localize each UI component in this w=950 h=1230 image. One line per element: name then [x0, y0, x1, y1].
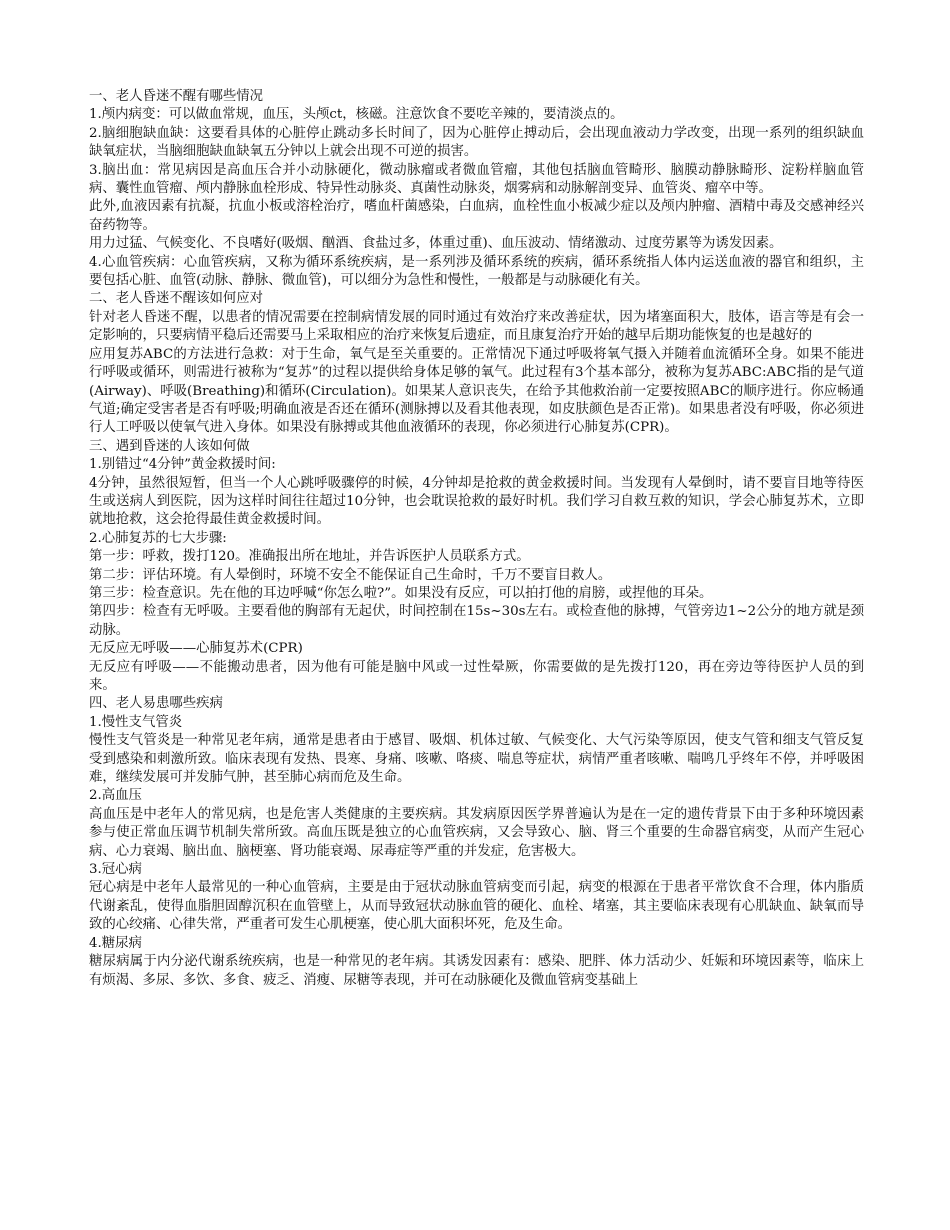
- step-item: 第四步：检查有无呼吸。主要看他的胸部有无起伏，时间控制在15s~30s左右。或检查他的脉搏，气管旁边1~2公分的地方就是颈动脉。: [89, 604, 864, 638]
- paragraph: 3.脑出血：常见病因是高血压合并小动脉硬化，微动脉瘤或者微血管瘤，其他包括脑血管畸形、脑膜动静脉畸形、淀粉样脑血管病、囊性血管瘤、颅内静脉血栓形成、特异性动脉炎、真菌性动脉炎，烟雾病和动脉解剖变异、血管炎、瘤卒中等。: [89, 162, 864, 197]
- paragraph: 无反应有呼吸——不能搬动患者，因为他有可能是脑中风或一过性晕厥，你需要做的是先拨打120，再在旁边等待医护人员的到来。: [89, 659, 864, 693]
- paragraph: 用力过猛、气候变化、不良嗜好(吸烟、酗酒、食盐过多，体重过重)、血压波动、情绪激动、过度劳累等为诱发因素。: [89, 236, 783, 252]
- document-page: [89, 88, 864, 990]
- subheading: 3.冠心病: [89, 862, 142, 878]
- step-item: 第三步：检查意识。先在他的耳边呼喊“你怎么啦?”。如果没有反应，可以拍打他的肩膀，或捏他的耳朵。: [89, 585, 713, 601]
- paragraph: 2.脑细胞缺血缺：这要看具体的心脏停止跳动多长时间了，因为心脏停止搏动后，会出现血液动力学改变，出现一系列的组织缺血缺氧症状，当脑细胞缺血缺氧五分钟以上就会出现不可逆的损害。: [89, 125, 864, 160]
- paragraph: 4分钟，虽然很短暂，但当一个人心跳呼吸骤停的时候，4分钟却是抢救的黄金救援时间。当发现有人晕倒时，请不要盲目地等待医生或送病人到医院，因为这样时间往往超过10分钟，也会耽误抢救的最好时机。我们学习自救互救的知识，学会心肺复苏术，立即就地抢救，这会抢得最佳黄金救援时间。: [89, 475, 864, 528]
- step-item: 第一步：呼救，拨打120。准确报出所在地址，并告诉医护人员联系方式。: [89, 549, 530, 565]
- paragraph: 糖尿病属于内分泌代谢系统疾病，也是一种常见的老年病。其诱发因素有：感染、肥胖、体力活动少、妊娠和环境因素等，临床上有烦渴、多尿、多饮、多食、疲乏、消瘦、尿糖等表现，并可在动脉硬化及微血管病变基础上: [89, 954, 864, 988]
- paragraph: 应用复苏ABC的方法进行急救：对于生命，氧气是至关重要的。正常情况下通过呼吸将氧气摄入并随着血流循环全身。如果不能进行呼吸或循环，则需进行被称为“复苏”的过程以提供给身体足够的氧气。此过程有3个基本部分，被称为复苏ABC:ABC指的是气道(Airway)、呼吸(Breathing)和循环(Circulation)。如果某人意识丧失，在给予其他救治前一定要按照ABC的顺序进行。你应畅通气道;确定受害者是否有呼吸;明确血液是否还在循环(测脉搏以及看其他表现，如皮肤颜色是否正常)。如果患者没有呼吸，你必须进行人工呼吸以使氧气进入身体。如果没有脉搏或其他血液循环的表现，你必须进行心肺复苏(CPR)。: [89, 346, 864, 436]
- section-heading-4: 四、老人易患哪些疾病: [89, 696, 223, 712]
- subheading: 2.心肺复苏的七大步骤:: [89, 530, 227, 546]
- paragraph: 1.颅内病变：可以做血常规，血压，头颅ct，核磁。注意饮食不要吃辛辣的，要清淡点的。: [89, 107, 624, 123]
- paragraph: 冠心病是中老年人最常见的一种心血管病，主要是由于冠状动脉血管病变而引起，病变的根源在于患者平常饮食不合理，体内脂质代谢紊乱，使得血脂胆固醇沉积在血管壁上，从而导致冠状动脉血管的硬化、血栓、堵塞，其主要临床表现有心肌缺血、缺氧而导致的心绞痛、心律失常，严重者可发生心肌梗塞，使心肌大面积坏死，危及生命。: [89, 880, 864, 933]
- section-heading-2: 二、老人昏迷不醒该如何应对: [89, 291, 264, 307]
- paragraph: 4.心血管疾病：心血管疾病，又称为循环系统疾病，是一系列涉及循环系统的疾病，循环系统指人体内运送血液的器官和组织，主要包括心脏、血管(动脉、静脉、微血管)，可以细分为急性和慢性，一般都是与动脉硬化有关。: [89, 254, 864, 289]
- subheading: 4.糖尿病: [89, 935, 142, 951]
- subheading: 2.高血压: [89, 788, 142, 804]
- step-item: 第二步：评估环境。有人晕倒时，环境不安全不能保证自己生命时，千万不要盲目救人。: [89, 567, 612, 583]
- paragraph: 无反应无呼吸——心肺复苏术(CPR): [89, 641, 303, 657]
- paragraph: 此外,血液因素有抗凝，抗血小板或溶栓治疗，嗜血杆菌感染，白血病，血栓性血小板减少症以及颅内肿瘤、酒精中毒及交感神经兴奋药物等。: [89, 199, 864, 233]
- section-heading-3: 三、遇到昏迷的人该如何做: [89, 438, 250, 454]
- subheading: 1.慢性支气管炎: [89, 714, 183, 730]
- section-heading-1: 一、老人昏迷不醒有哪些情况: [89, 89, 264, 104]
- paragraph: 高血压是中老年人的常见病，也是危害人类健康的主要疾病。其发病原因医学界普遍认为是在一定的遗传背景下由于多种环境因素参与使正常血压调节机制失常所致。高血压既是独立的心血管疾病，又会导致心、脑、肾三个重要的生命器官病变，从而产生冠心病、心力衰竭、脑出血、脑梗塞、肾功能衰竭、尿毒症等严重的并发症，危害极大。: [89, 806, 864, 859]
- subheading: 1.别错过“4分钟”黄金救援时间:: [89, 457, 276, 473]
- paragraph: 慢性支气管炎是一种常见老年病，通常是患者由于感冒、吸烟、机体过敏、气候变化、大气污染等原因，使支气管和细支气管反复受到感染和刺激所致。临床表现有发热、畏寒、身痛、咳嗽、咯痰、喘息等症状，病情严重者咳嗽、喘鸣几乎终年不停，并呼吸困难，继续发展可并发肺气肿，甚至肺心病而危及生命。: [89, 733, 864, 786]
- paragraph: 针对老人昏迷不醒，以患者的情况需要在控制病情发展的同时通过有效治疗来改善症状，因为堵塞面积大，肢体，语言等是有会一定影响的，只要病情平稳后还需要马上采取相应的治疗来恢复后遗症，而且康复治疗开始的越早后期功能恢复的也是越好的: [89, 309, 864, 344]
